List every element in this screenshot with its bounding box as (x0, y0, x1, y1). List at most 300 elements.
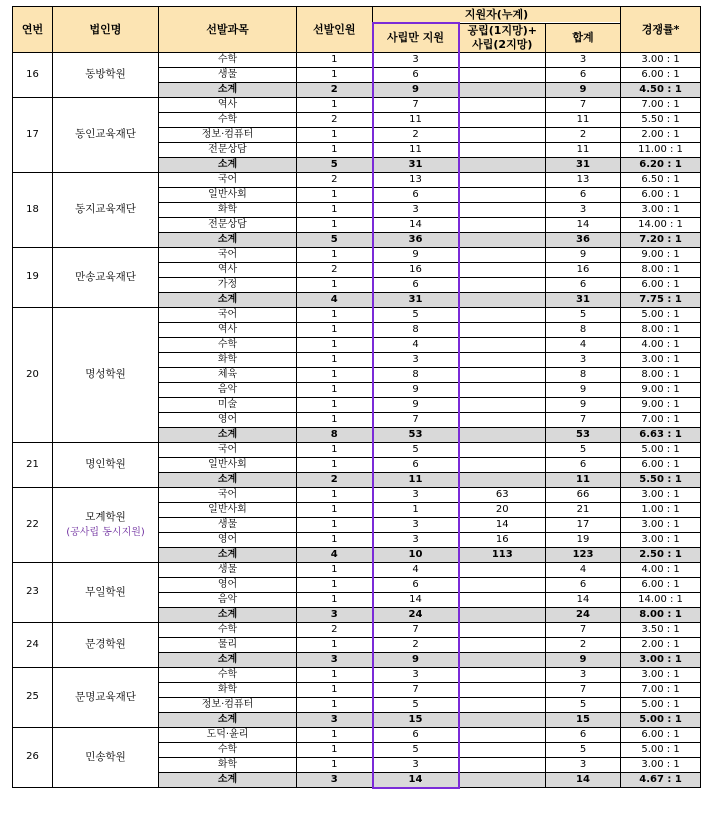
corp-name: 동지교육재단 (75, 203, 136, 215)
public-private-cell: 113 (459, 547, 546, 562)
private-only-cell: 53 (373, 427, 459, 442)
quota-cell: 1 (297, 382, 373, 397)
subject-cell: 화학 (159, 757, 297, 772)
total-cell: 14 (546, 592, 621, 607)
total-cell: 19 (546, 532, 621, 547)
subject-cell: 전문상담 (159, 142, 297, 157)
table-row (13, 562, 701, 577)
private-only-cell: 3 (373, 487, 459, 502)
subject-cell: 체육 (159, 367, 297, 382)
total-cell: 6 (546, 277, 621, 292)
table-row (13, 172, 701, 187)
quota-cell: 1 (297, 502, 373, 517)
rate-cell: 6.00 : 1 (621, 457, 701, 472)
quota-cell: 2 (297, 622, 373, 637)
rate-cell: 5.00 : 1 (621, 697, 701, 712)
corp-name: 명성학원 (85, 368, 126, 380)
subtotal-label: 소계 (159, 652, 297, 667)
header-private-only: 사립만 지원 (373, 23, 459, 52)
quota-cell: 2 (297, 112, 373, 127)
quota-cell: 1 (297, 742, 373, 757)
quota-cell: 1 (297, 367, 373, 382)
subject-cell: 역사 (159, 97, 297, 112)
quota-cell: 1 (297, 142, 373, 157)
rate-cell: 5.50 : 1 (621, 472, 701, 487)
table-row (13, 442, 701, 457)
public-private-cell (459, 97, 546, 112)
subject-cell: 수학 (159, 112, 297, 127)
total-cell: 13 (546, 172, 621, 187)
private-only-cell: 7 (373, 622, 459, 637)
quota-cell: 2 (297, 82, 373, 97)
subject-cell: 가정 (159, 277, 297, 292)
rate-cell: 5.00 : 1 (621, 307, 701, 322)
table-row (13, 487, 701, 502)
public-private-cell (459, 367, 546, 382)
total-cell: 5 (546, 697, 621, 712)
public-private-cell (459, 292, 546, 307)
public-private-cell (459, 127, 546, 142)
subtotal-label: 소계 (159, 607, 297, 622)
subject-cell: 화학 (159, 202, 297, 217)
private-only-cell: 9 (373, 652, 459, 667)
private-only-cell: 11 (373, 112, 459, 127)
subject-cell: 도덕·윤리 (159, 727, 297, 742)
rate-cell: 3.00 : 1 (621, 652, 701, 667)
corp-name: 문명교육재단 (75, 690, 136, 703)
private-only-cell: 3 (373, 667, 459, 682)
subject-cell: 역사 (159, 262, 297, 277)
private-only-cell: 14 (373, 217, 459, 232)
total-cell: 9 (546, 397, 621, 412)
rate-cell: 6.00 : 1 (621, 67, 701, 82)
quota-cell: 1 (297, 532, 373, 547)
private-only-cell: 9 (373, 82, 459, 97)
total-cell: 8 (546, 367, 621, 382)
corp-name-cell (53, 727, 159, 788)
total-cell: 24 (546, 607, 621, 622)
public-private-cell (459, 427, 546, 442)
rate-cell: 6.50 : 1 (621, 172, 701, 187)
rate-cell: 6.20 : 1 (621, 157, 701, 172)
rate-cell: 7.00 : 1 (621, 97, 701, 112)
private-only-cell: 31 (373, 292, 459, 307)
total-cell: 9 (546, 382, 621, 397)
subject-cell: 전문상담 (159, 217, 297, 232)
public-private-cell (459, 772, 546, 788)
total-cell: 36 (546, 232, 621, 247)
row-no: 25 (13, 667, 53, 727)
public-private-cell (459, 232, 546, 247)
table-row (13, 247, 701, 262)
row-no: 22 (13, 487, 53, 562)
private-only-cell: 14 (373, 592, 459, 607)
private-only-cell: 11 (373, 142, 459, 157)
public-private-cell (459, 262, 546, 277)
rate-cell: 14.00 : 1 (621, 592, 701, 607)
total-cell: 21 (546, 502, 621, 517)
corp-name: 동방학원 (85, 68, 126, 80)
rate-cell: 8.00 : 1 (621, 607, 701, 622)
quota-cell: 3 (297, 712, 373, 727)
rate-cell: 3.00 : 1 (621, 532, 701, 547)
quota-cell: 1 (297, 277, 373, 292)
public-private-cell (459, 52, 546, 67)
public-private-cell (459, 82, 546, 97)
header-rate: 경쟁률* (621, 7, 701, 53)
public-private-cell: 16 (459, 532, 546, 547)
subject-cell: 음악 (159, 382, 297, 397)
table-row (13, 622, 701, 637)
public-private-cell (459, 742, 546, 757)
quota-cell: 2 (297, 262, 373, 277)
table-row (13, 667, 701, 682)
public-private-cell (459, 172, 546, 187)
private-only-cell: 5 (373, 442, 459, 457)
subject-cell: 영어 (159, 412, 297, 427)
quota-cell: 1 (297, 97, 373, 112)
quota-cell: 1 (297, 487, 373, 502)
quota-cell: 3 (297, 772, 373, 788)
subject-cell: 영어 (159, 577, 297, 592)
private-only-cell: 2 (373, 127, 459, 142)
total-cell: 14 (546, 217, 621, 232)
subtotal-label: 소계 (159, 472, 297, 487)
public-private-cell (459, 712, 546, 727)
private-only-cell: 7 (373, 97, 459, 112)
private-only-cell: 9 (373, 247, 459, 262)
quota-cell: 5 (297, 232, 373, 247)
rate-cell: 1.00 : 1 (621, 502, 701, 517)
private-only-cell: 4 (373, 337, 459, 352)
quota-cell: 1 (297, 637, 373, 652)
subject-cell: 미술 (159, 397, 297, 412)
quota-cell: 1 (297, 52, 373, 67)
quota-cell: 1 (297, 697, 373, 712)
table-row (13, 727, 701, 742)
total-cell: 8 (546, 322, 621, 337)
rate-cell: 9.00 : 1 (621, 382, 701, 397)
corp-name-cell (53, 487, 159, 562)
subject-cell: 수학 (159, 337, 297, 352)
subject-cell: 수학 (159, 742, 297, 757)
corp-name-cell (53, 52, 159, 97)
rate-cell: 8.00 : 1 (621, 367, 701, 382)
public-private-cell (459, 607, 546, 622)
rate-cell: 4.00 : 1 (621, 562, 701, 577)
quota-cell: 4 (297, 292, 373, 307)
subject-cell: 국어 (159, 172, 297, 187)
subject-cell: 정보·컴퓨터 (159, 697, 297, 712)
header-corp: 법인명 (53, 7, 159, 53)
private-only-cell: 1 (373, 502, 459, 517)
quota-cell: 1 (297, 307, 373, 322)
corp-name-cell (53, 172, 159, 247)
corp-name-cell (53, 442, 159, 487)
rate-cell: 2.50 : 1 (621, 547, 701, 562)
private-only-cell: 3 (373, 202, 459, 217)
total-cell: 7 (546, 682, 621, 697)
private-only-cell: 36 (373, 232, 459, 247)
total-cell: 11 (546, 112, 621, 127)
header-applicants: 지원자(누계) (373, 7, 621, 24)
private-only-cell: 5 (373, 307, 459, 322)
header-public-private-line1: 공립(1지망)+ (467, 23, 537, 37)
public-private-cell (459, 142, 546, 157)
table-row (13, 52, 701, 67)
quota-cell: 1 (297, 412, 373, 427)
table-row (13, 97, 701, 112)
subtotal-label: 소계 (159, 712, 297, 727)
public-private-cell (459, 187, 546, 202)
subtotal-label: 소계 (159, 772, 297, 788)
rate-cell: 3.00 : 1 (621, 352, 701, 367)
rate-cell: 3.00 : 1 (621, 517, 701, 532)
quota-cell: 1 (297, 322, 373, 337)
rate-cell: 3.00 : 1 (621, 52, 701, 67)
rate-cell: 6.63 : 1 (621, 427, 701, 442)
quota-cell: 1 (297, 667, 373, 682)
private-only-cell: 8 (373, 322, 459, 337)
private-only-cell: 6 (373, 187, 459, 202)
private-only-cell: 6 (373, 457, 459, 472)
applicant-table (12, 6, 701, 789)
rate-cell: 4.50 : 1 (621, 82, 701, 97)
quota-cell: 1 (297, 187, 373, 202)
quota-cell: 1 (297, 247, 373, 262)
total-cell: 7 (546, 622, 621, 637)
total-cell: 4 (546, 562, 621, 577)
total-cell: 15 (546, 712, 621, 727)
header-total: 합계 (546, 23, 621, 52)
total-cell: 2 (546, 127, 621, 142)
table-row (13, 307, 701, 322)
subject-cell: 역사 (159, 322, 297, 337)
rate-cell: 3.00 : 1 (621, 757, 701, 772)
rate-cell: 14.00 : 1 (621, 217, 701, 232)
corp-note: (공사립 동시지원) (66, 526, 145, 538)
private-only-cell: 7 (373, 412, 459, 427)
total-cell: 9 (546, 82, 621, 97)
private-only-cell: 7 (373, 682, 459, 697)
total-cell: 3 (546, 202, 621, 217)
quota-cell: 1 (297, 337, 373, 352)
subtotal-label: 소계 (159, 427, 297, 442)
subtotal-label: 소계 (159, 157, 297, 172)
public-private-cell (459, 307, 546, 322)
subject-cell: 국어 (159, 307, 297, 322)
row-no: 26 (13, 727, 53, 788)
quota-cell: 1 (297, 682, 373, 697)
subject-cell: 일반사회 (159, 502, 297, 517)
row-no: 21 (13, 442, 53, 487)
public-private-cell (459, 562, 546, 577)
total-cell: 31 (546, 292, 621, 307)
subject-cell: 일반사회 (159, 457, 297, 472)
public-private-cell (459, 337, 546, 352)
subject-cell: 생물 (159, 67, 297, 82)
quota-cell: 1 (297, 592, 373, 607)
quota-cell: 1 (297, 457, 373, 472)
subject-cell: 국어 (159, 442, 297, 457)
subject-cell: 수학 (159, 52, 297, 67)
corp-name-cell (53, 562, 159, 622)
subtotal-label: 소계 (159, 82, 297, 97)
rate-cell: 5.50 : 1 (621, 112, 701, 127)
rate-cell: 7.75 : 1 (621, 292, 701, 307)
subject-cell: 일반사회 (159, 187, 297, 202)
quota-cell: 1 (297, 352, 373, 367)
corp-name: 문경학원 (85, 638, 126, 650)
public-private-cell (459, 727, 546, 742)
row-no: 17 (13, 97, 53, 172)
rate-cell: 9.00 : 1 (621, 397, 701, 412)
total-cell: 7 (546, 412, 621, 427)
quota-cell: 1 (297, 517, 373, 532)
row-no: 20 (13, 307, 53, 442)
private-only-cell: 9 (373, 397, 459, 412)
quota-cell: 3 (297, 607, 373, 622)
private-only-cell: 6 (373, 727, 459, 742)
subtotal-label: 소계 (159, 232, 297, 247)
public-private-cell (459, 622, 546, 637)
subject-cell: 수학 (159, 622, 297, 637)
rate-cell: 3.00 : 1 (621, 667, 701, 682)
rate-cell: 4.00 : 1 (621, 337, 701, 352)
total-cell: 6 (546, 457, 621, 472)
subject-cell: 물리 (159, 637, 297, 652)
corp-name: 동인교육재단 (75, 128, 136, 140)
private-only-cell: 24 (373, 607, 459, 622)
total-cell: 5 (546, 742, 621, 757)
public-private-cell (459, 397, 546, 412)
public-private-cell: 20 (459, 502, 546, 517)
header-subject: 선발과목 (159, 7, 297, 53)
quota-cell: 2 (297, 472, 373, 487)
header-no: 연번 (13, 7, 53, 53)
quota-cell: 1 (297, 727, 373, 742)
rate-cell: 6.00 : 1 (621, 727, 701, 742)
row-no: 16 (13, 52, 53, 97)
rate-cell: 6.00 : 1 (621, 187, 701, 202)
public-private-cell (459, 682, 546, 697)
rate-cell: 9.00 : 1 (621, 247, 701, 262)
public-private-cell (459, 352, 546, 367)
rate-cell: 3.00 : 1 (621, 202, 701, 217)
private-only-cell: 10 (373, 547, 459, 562)
public-private-cell (459, 652, 546, 667)
row-no: 19 (13, 247, 53, 307)
private-only-cell: 3 (373, 352, 459, 367)
public-private-cell (459, 412, 546, 427)
rate-cell: 3.50 : 1 (621, 622, 701, 637)
row-no: 24 (13, 622, 53, 667)
rate-cell: 7.20 : 1 (621, 232, 701, 247)
quota-cell: 1 (297, 127, 373, 142)
subject-cell: 영어 (159, 532, 297, 547)
total-cell: 17 (546, 517, 621, 532)
rate-cell: 5.00 : 1 (621, 742, 701, 757)
total-cell: 3 (546, 352, 621, 367)
total-cell: 6 (546, 577, 621, 592)
total-cell: 14 (546, 772, 621, 788)
rate-cell: 7.00 : 1 (621, 682, 701, 697)
total-cell: 9 (546, 652, 621, 667)
private-only-cell: 3 (373, 532, 459, 547)
rate-cell: 3.00 : 1 (621, 487, 701, 502)
row-no: 18 (13, 172, 53, 247)
public-private-cell (459, 472, 546, 487)
total-cell: 6 (546, 727, 621, 742)
corp-name: 명인학원 (85, 458, 126, 470)
private-only-cell: 15 (373, 712, 459, 727)
total-cell: 16 (546, 262, 621, 277)
private-only-cell: 13 (373, 172, 459, 187)
private-only-cell: 5 (373, 742, 459, 757)
total-cell: 3 (546, 52, 621, 67)
quota-cell: 5 (297, 157, 373, 172)
total-cell: 11 (546, 142, 621, 157)
quota-cell: 1 (297, 562, 373, 577)
public-private-cell (459, 757, 546, 772)
subject-cell: 화학 (159, 352, 297, 367)
total-cell: 66 (546, 487, 621, 502)
rate-cell: 4.67 : 1 (621, 772, 701, 788)
subject-cell: 생물 (159, 517, 297, 532)
public-private-cell (459, 697, 546, 712)
total-cell: 5 (546, 307, 621, 322)
total-cell: 5 (546, 442, 621, 457)
quota-cell: 1 (297, 757, 373, 772)
header-public-private-line2: 사립(2지망) (472, 37, 533, 51)
quota-cell: 1 (297, 442, 373, 457)
public-private-cell (459, 217, 546, 232)
rate-cell: 8.00 : 1 (621, 322, 701, 337)
public-private-cell (459, 67, 546, 82)
total-cell: 7 (546, 97, 621, 112)
total-cell: 2 (546, 637, 621, 652)
total-cell: 123 (546, 547, 621, 562)
rate-cell: 6.00 : 1 (621, 277, 701, 292)
subtotal-label: 소계 (159, 292, 297, 307)
public-private-cell: 14 (459, 517, 546, 532)
public-private-cell (459, 592, 546, 607)
corp-name-cell (53, 622, 159, 667)
row-no: 23 (13, 562, 53, 622)
header-quota: 선발인원 (297, 7, 373, 53)
total-cell: 6 (546, 67, 621, 82)
public-private-cell (459, 442, 546, 457)
public-private-cell (459, 247, 546, 262)
public-private-cell (459, 112, 546, 127)
private-only-cell: 2 (373, 637, 459, 652)
subject-cell: 국어 (159, 247, 297, 262)
total-cell: 6 (546, 187, 621, 202)
header-public-private (459, 23, 546, 52)
private-only-cell: 5 (373, 697, 459, 712)
quota-cell: 1 (297, 577, 373, 592)
total-cell: 3 (546, 667, 621, 682)
public-private-cell: 63 (459, 487, 546, 502)
subject-cell: 생물 (159, 562, 297, 577)
quota-cell: 1 (297, 397, 373, 412)
quota-cell: 1 (297, 67, 373, 82)
quota-cell: 8 (297, 427, 373, 442)
rate-cell: 11.00 : 1 (621, 142, 701, 157)
private-only-cell: 3 (373, 52, 459, 67)
corp-name: 민송학원 (85, 750, 126, 763)
public-private-cell (459, 457, 546, 472)
